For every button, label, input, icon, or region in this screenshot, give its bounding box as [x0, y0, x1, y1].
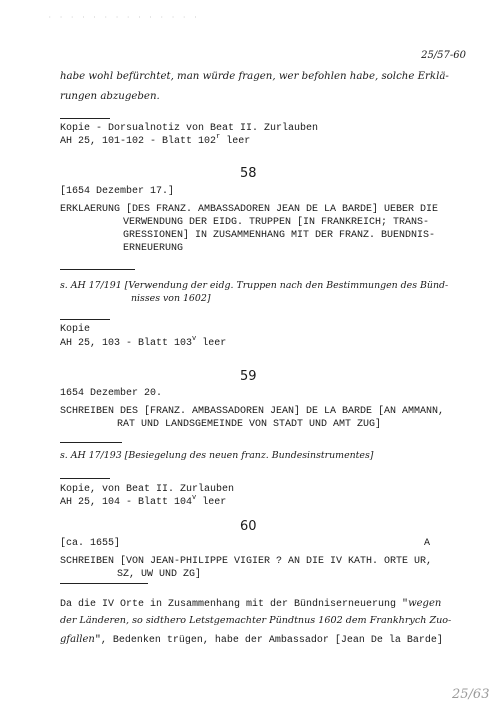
document-title-line: RAT UND LANDSGEMEINDE VON STADT UND AMT ZUG]: [117, 419, 382, 430]
divider: [60, 319, 110, 320]
source-line: [60, 496, 226, 509]
document-date: [1654 Dezember 17.]: [60, 186, 175, 197]
source-line: Kopie, von Beat II. Zurlauben: [60, 484, 235, 495]
document-date: [ca. 1655]: [60, 538, 121, 549]
document-title-line: VERWENDUNG DER EIDG. TRUPPEN [IN FRANKREICH; TRANS-: [123, 217, 430, 228]
version-marker: A: [424, 538, 431, 549]
source-note: leer: [226, 136, 251, 147]
body-line: [60, 633, 443, 647]
folio-side: v: [192, 335, 197, 343]
source-line: [60, 135, 250, 148]
divider: [60, 118, 110, 119]
divider: [60, 583, 148, 584]
source-ref: AH 25, 101-102 - Blatt 102: [60, 136, 217, 147]
document-title-line: ERKLAERUNG [DES FRANZ. AMBASSADOREN JEAN DE LA BARDE] UEBER DIE: [60, 204, 439, 215]
divider: [60, 478, 110, 479]
body-line: [60, 597, 441, 611]
folio-side: v: [192, 494, 197, 502]
body-text: Da die IV Orte in Zusammenhang mit der Bündniserneuerung ": [60, 599, 409, 610]
source-ref: AH 25, 104 - Blatt 104: [60, 497, 193, 508]
handwritten-page-mark: 25/63: [452, 687, 490, 702]
document-title-line: ERNEUERUNG: [123, 243, 184, 254]
source-line: [60, 337, 226, 350]
scan-noise: · · · · · · · · · · · · · ·: [48, 14, 200, 21]
quoted-text: wegen: [408, 598, 442, 609]
document-date: 1654 Dezember 20.: [60, 388, 163, 399]
quoted-text: gfallen: [60, 634, 95, 645]
intro-line-1: habe wohl befürchtet, man würde fragen, wer befohlen habe, solche Erklä-: [60, 71, 449, 82]
document-number: 59: [240, 369, 257, 384]
folio-side: r: [216, 133, 221, 141]
body-text: ", Bedenken trügen, habe der Ambassador [Jean De la Barde]: [94, 635, 443, 646]
document-title-line: SCHREIBEN DES [FRANZ. AMBASSADOREN JEAN] DE LA BARDE [AN AMMANN,: [60, 406, 445, 417]
cross-reference-note: s. AH 17/191 [Verwendung der eidg. Truppen nach den Bestimmungen des Bünd-: [60, 280, 449, 291]
document-number: 58: [240, 166, 257, 181]
quoted-text: der Länderen, so sidthero Letstgemachter Pündtnus 1602 dem Frankhrych Zuo-: [60, 615, 452, 626]
divider: [60, 269, 135, 270]
page-reference: 25/57-60: [421, 50, 466, 61]
document-title-line: SZ, UW UND ZG]: [117, 569, 202, 580]
source-ref: AH 25, 103 - Blatt 103: [60, 338, 193, 349]
cross-reference-note: s. AH 17/193 [Besiegelung des neuen franz. Bundesinstrumentes]: [60, 450, 374, 461]
source-line: Kopie: [60, 324, 91, 335]
divider: [60, 442, 122, 443]
document-number: 60: [240, 519, 257, 534]
cross-reference-note: nisses von 1602]: [131, 293, 211, 304]
document-title-line: GRESSIONEN] IN ZUSAMMENHANG MIT DER FRANZ. BUENDNIS-: [123, 230, 436, 241]
document-title-line: SCHREIBEN [VON JEAN-PHILIPPE VIGIER ? AN DIE IV KATH. ORTE UR,: [60, 556, 433, 567]
source-note: leer: [202, 338, 227, 349]
intro-line-2: rungen abzugeben.: [60, 91, 160, 102]
source-line: Kopie - Dorsualnotiz von Beat II. Zurlauben: [60, 123, 319, 134]
source-note: leer: [202, 497, 227, 508]
